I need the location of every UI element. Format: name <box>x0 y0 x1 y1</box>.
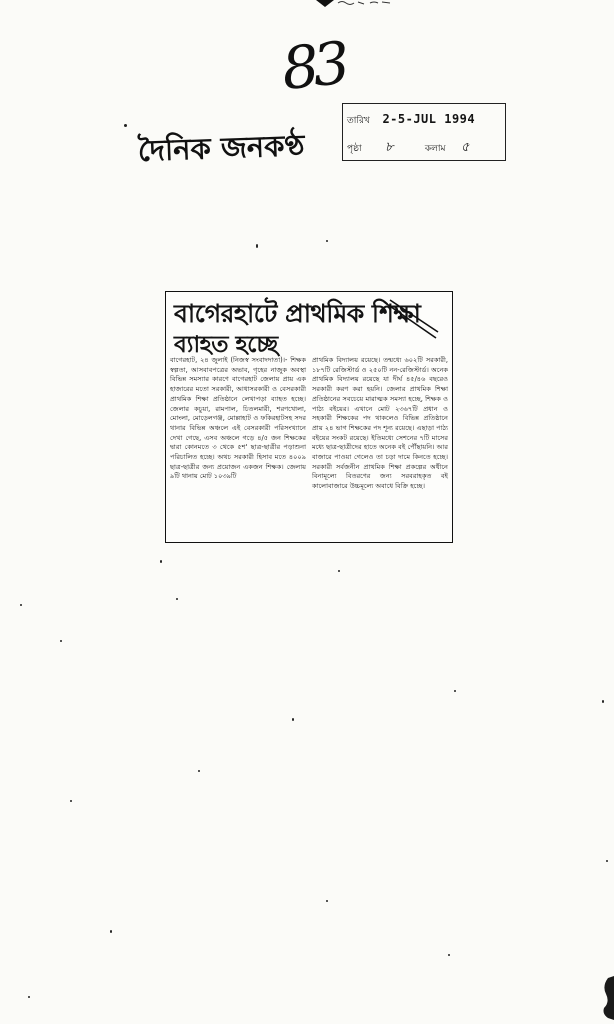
stamp-date-value: 2-5-JUL 1994 <box>382 112 476 126</box>
article-column-1: বাগেরহাট, ২৪ জুলাই (নিজস্ব সংবাদদাতা)।- শিক্ষক স্বল্পতা, আসবাবপত্রের অভাব, গৃহের নাজুক অবস্থা বিভিন্ন সমস্যার কারণে বাগেরহাট জেলায় প্রায় এক হাজারের মতো সরকারী, আধাসরকারী ও বেসরকারী প্রাথমিক শিক্ষা প্রতিষ্ঠানে লেখাপড়া ব্যাহত হচ্ছে। জেলার কচুয়া, রামপাল, চিতলমারী, শরণখোলা, মোংলা, মোড়েলগঞ্জ, মোল্লাহাট ও ফকিরহাটসহ সদর থানার বিভিন্ন অঞ্চলে এই বেসরকারী পরিসংখ্যানে দেখা গেছে, এসব অঞ্চলে গড়ে ৪/৫ জন শিক্ষকের দ্বারা কোনমতে ৩ থেকে ৫শ' ছাত্র-ছাত্রীর পড়াশুনা পরিচালিত হচ্ছে। অথচ সরকারী হিসাব মতে ৪০০৯ ছাত্র-ছাত্রীর জন্য প্রয়োজন একজন শিক্ষক। জেলায় ৯টি থানায় মোট ১০৩৯টি <box>170 356 306 481</box>
stamp-column-value: ৫ <box>460 140 470 155</box>
top-edge-marks <box>290 0 400 8</box>
scan-speck <box>60 640 62 642</box>
scan-speck <box>338 570 340 572</box>
newspaper-name: দৈনিক জনকণ্ঠ <box>137 128 306 168</box>
scan-speck <box>292 718 294 721</box>
pen-mark <box>380 296 442 344</box>
scan-speck <box>256 244 258 248</box>
article-headline-line1: বাগেরহাটে প্রাথমিক শিক্ষা <box>174 299 421 328</box>
scan-speck <box>28 996 30 998</box>
handwritten-page-number: 83 <box>278 28 348 104</box>
stamp-date-label: তারিখ <box>347 116 370 126</box>
edge-blot <box>600 976 614 1020</box>
scan-speck <box>198 770 200 772</box>
article-column-2: প্রাথমিক বিদ্যালয় রয়েছে। তন্মধ্যে ৬০২টি সরকারী, ১৮৭টি রেজিস্টার্ড ও ২৫০টি নন-রেজিস্টার্ড। অনেক প্রাথমিক বিদ্যালয় রয়েছে যা দীর্ঘ ৪৫/৪৬ বছরেও সরকারী করণ করা হয়নি। জেলার প্রাথমিক শিক্ষা প্রতিষ্ঠানের সবচেয়ে মারাত্মক সমস্যা হচ্ছে, শিক্ষক ও পাঠ্য বইয়ের। এখানে মোট ২৩৬৭টি প্রধান ও সহকারী শিক্ষকের পদ থাকলেও বিভিন্ন প্রতিষ্ঠানে প্রায় ২৪ ভাগ শিক্ষকের পদ শূন্য রয়েছে। এছাড়া পাঠ্য বইয়ের সংকট রয়েছে। ইতিমধ্যে সেশনের ৭টি মাসের মধ্যে ছাত্র-ছাত্রীদের হাতে অনেক বই পৌঁছায়নি। আর বাজারে পাওয়া গেলেও তা চড়া দামে কিনতে হচ্ছে। সরকারী সর্বজনীন প্রাথমিক শিক্ষা প্রকল্পের অধীনে বিনামূল্যে বিতরণের জন্য সরবরাহকৃত বই কালোবাজারে উচ্চমূল্যে অবাধে বিক্রি হচ্ছে। <box>312 356 448 491</box>
scan-speck <box>326 240 328 242</box>
stamp-page-row <box>347 138 501 159</box>
stamp-page-label: পৃষ্ঠা <box>347 144 362 154</box>
scan-speck <box>20 604 22 606</box>
scan-speck <box>110 930 112 933</box>
scan-speck <box>448 954 450 956</box>
stamp-page-value: ৮ <box>385 140 394 155</box>
scan-speck <box>70 800 72 802</box>
scan-speck <box>124 124 127 127</box>
scan-speck <box>602 700 604 703</box>
scan-speck <box>454 690 456 692</box>
article-headline-line2: ব্যাহত হচ্ছে <box>174 331 278 358</box>
scan-speck <box>326 900 328 902</box>
scan-speck <box>176 598 178 600</box>
date-stamp <box>342 103 506 161</box>
stamp-column-label: কলাম <box>424 144 446 154</box>
stamp-date-row <box>347 112 475 128</box>
scan-speck <box>160 560 162 563</box>
scan-speck <box>606 860 608 862</box>
